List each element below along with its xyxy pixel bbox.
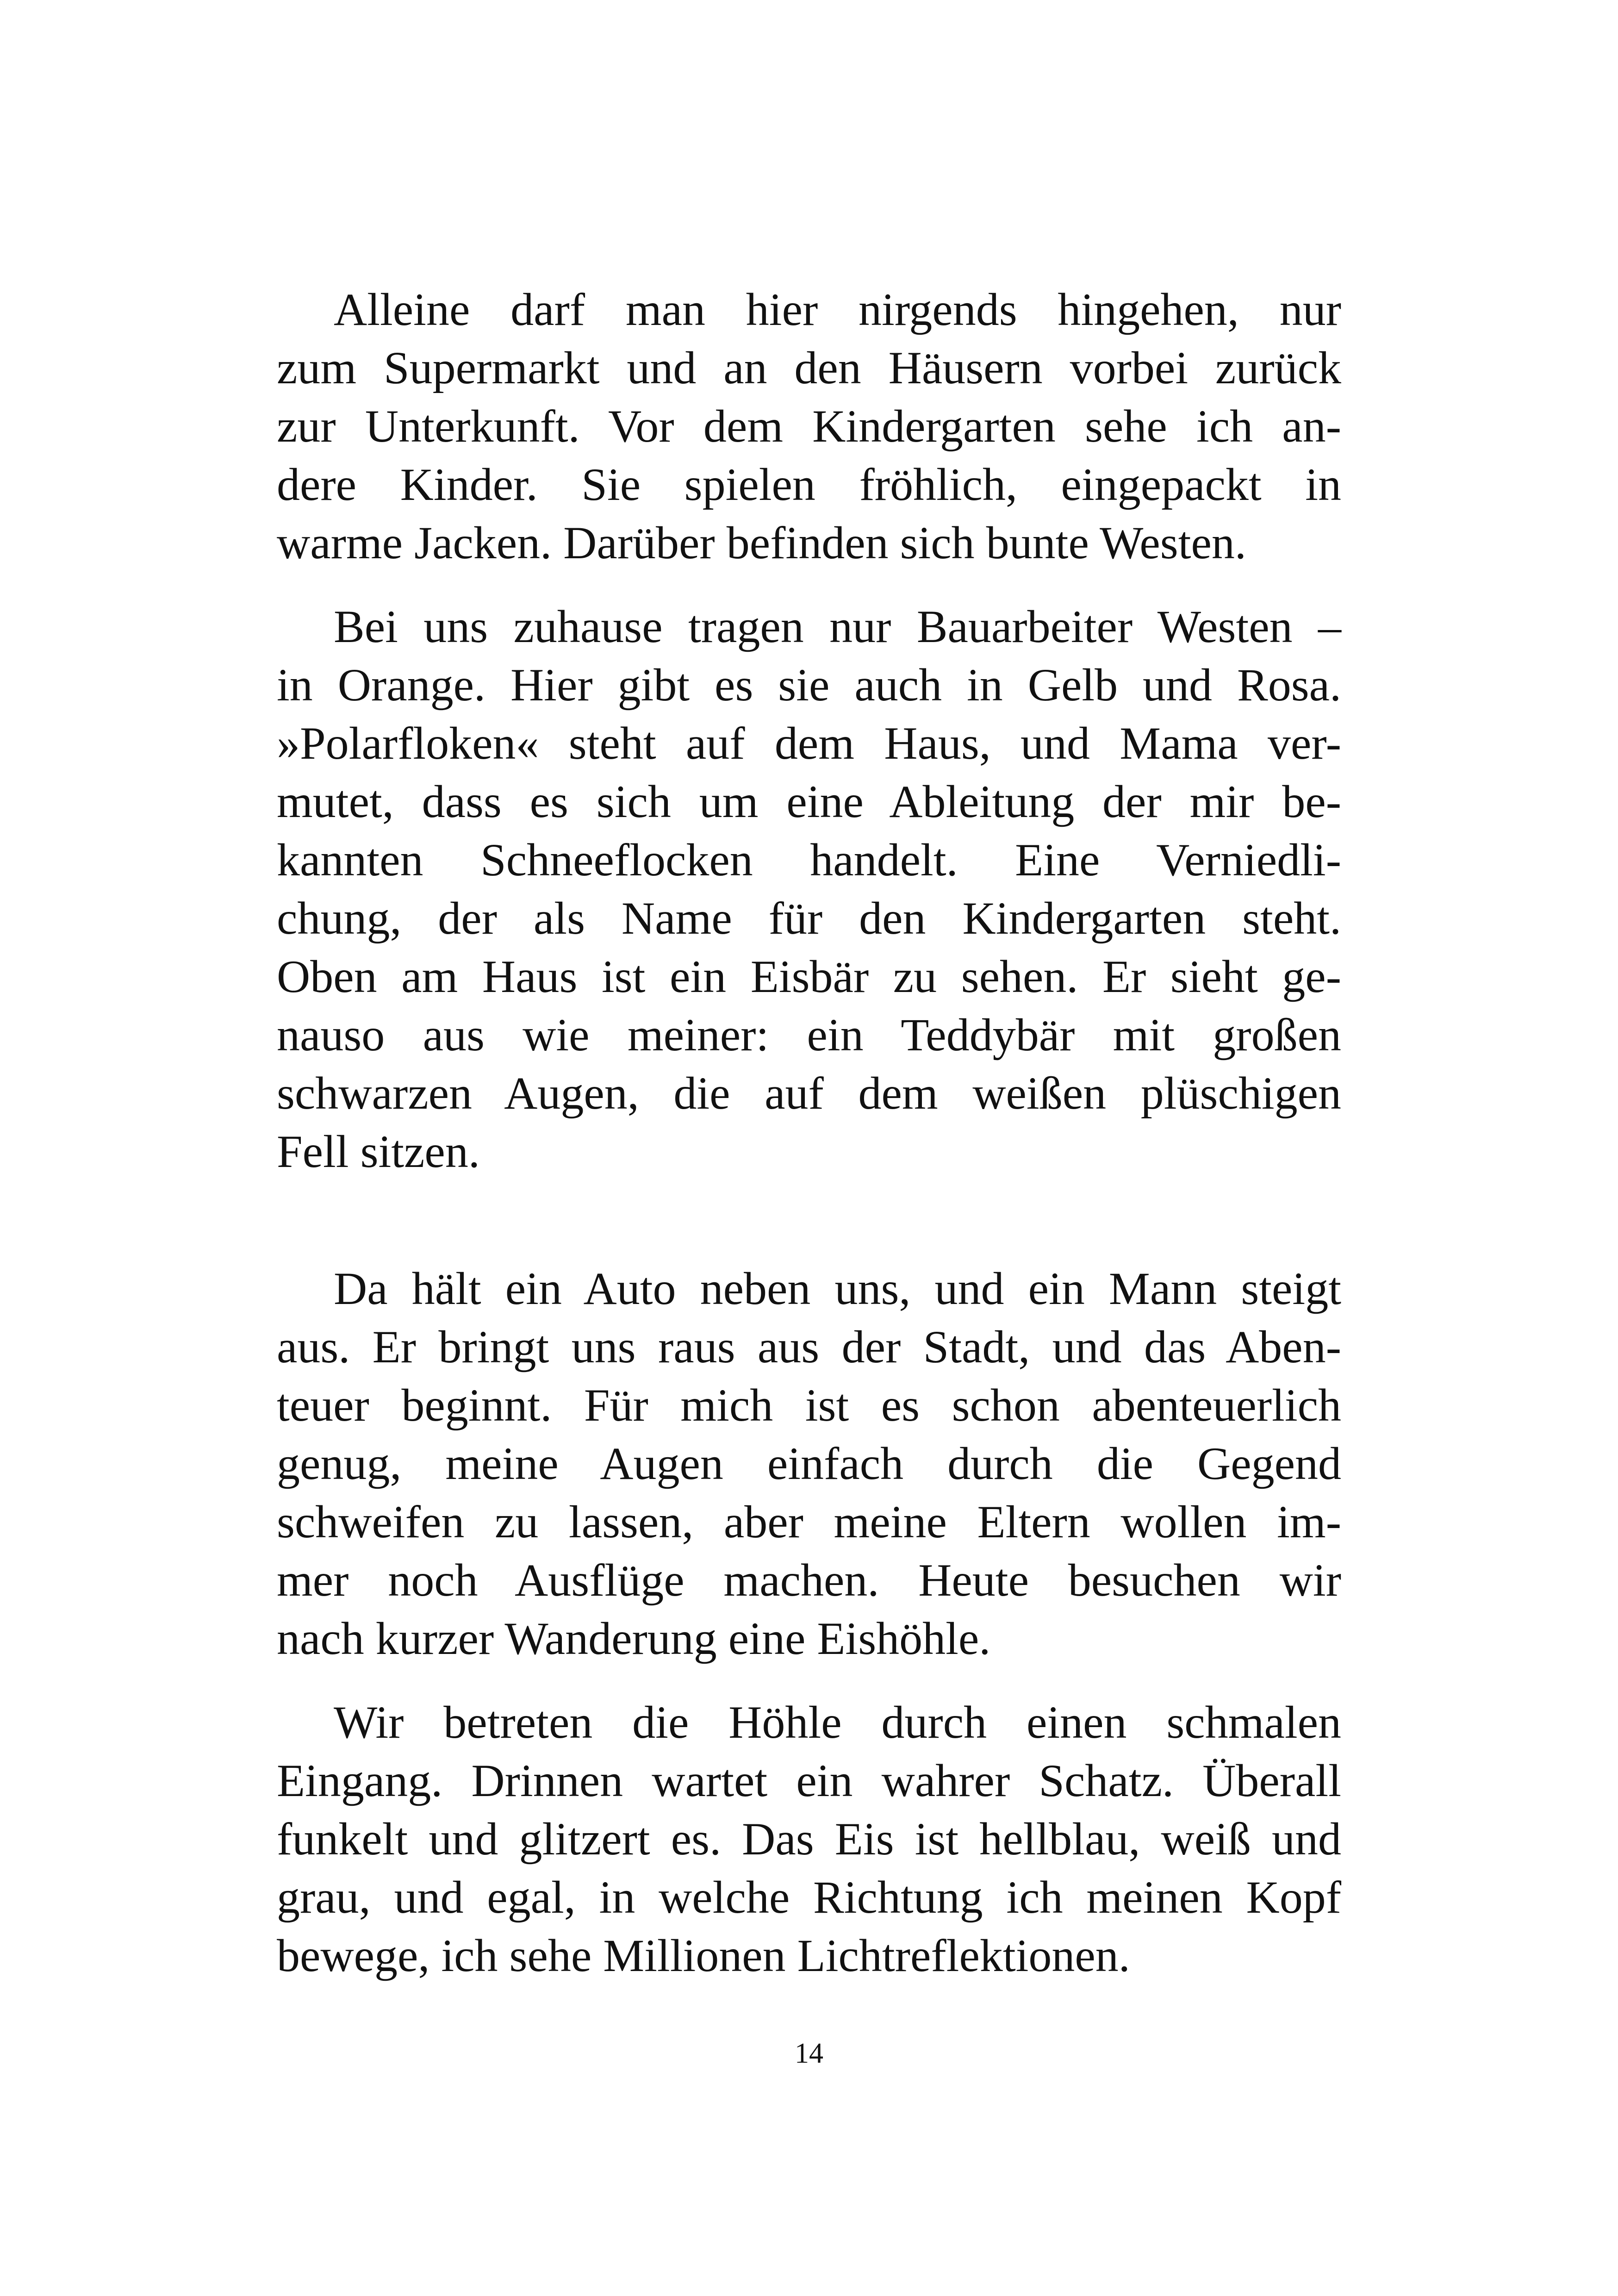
paragraph [277,1693,1341,1985]
paragraph [277,281,1341,572]
paragraph [277,598,1341,1181]
text-line: bewege, ich sehe Millionen Lichtreflektionen. [277,1930,1130,1981]
text-line: Alleine darf man hier nirgends hingehen, nur [334,284,1341,335]
text-line: Fell sitzen. [277,1126,480,1177]
text-line: Eingang. Drinnen wartet ein wahrer Schatz. Überall [277,1755,1341,1806]
text-section-1 [277,281,1341,1181]
text-line: nach kurzer Wanderung eine Eishöhle. [277,1613,991,1664]
text-line: dere Kinder. Sie spielen fröhlich, eingepackt in [277,459,1341,510]
text-line: Wir betreten die Höhle durch einen schmalen [334,1697,1341,1748]
text-line: grau, und egal, in welche Richtung ich meinen Kopf [277,1872,1341,1923]
text-line: genug, meine Augen einfach durch die Gegend [277,1438,1341,1489]
text-line: in Orange. Hier gibt es sie auch in Gelb und Rosa. [277,659,1341,711]
text-line: aus. Er bringt uns raus aus der Stadt, und das Aben- [277,1321,1341,1373]
page-number: 14 [795,2038,823,2069]
text-line: schwarzen Augen, die auf dem weißen plüschigen [277,1067,1341,1119]
text-line: schweifen zu lassen, aber meine Eltern wollen im- [277,1496,1341,1547]
text-line: mer noch Ausflüge machen. Heute besuchen wir [277,1554,1341,1606]
text-line: mutet, dass es sich um eine Ableitung der mir be- [277,776,1341,827]
text-line: Oben am Haus ist ein Eisbär zu sehen. Er sieht ge- [277,951,1341,1002]
text-line: kannten Schneeflocken handelt. Eine Verniedli- [277,834,1341,886]
text-section-2 [277,1260,1341,1985]
paragraph [277,1260,1341,1668]
text-line: zum Supermarkt und an den Häusern vorbei zurück [277,342,1341,393]
paragraph-spacing [277,572,1341,598]
text-line: nauso aus wie meiner: ein Teddybär mit großen [277,1009,1341,1061]
text-line: teuer beginnt. Für mich ist es schon abenteuerlich [277,1379,1341,1431]
text-line: »Polarfloken« steht auf dem Haus, und Mama ver- [277,718,1341,769]
text-line: funkelt und glitzert es. Das Eis ist hellblau, weiß und [277,1813,1341,1865]
text-line: Bei uns zuhause tragen nur Bauarbeiter Westen – [334,601,1341,652]
text-line: warme Jacken. Darüber befinden sich bunte Westen. [277,517,1246,568]
text-line: Da hält ein Auto neben uns, und ein Mann steigt [334,1263,1341,1314]
paragraph-spacing [277,1668,1341,1693]
text-line: zur Unterkunft. Vor dem Kindergarten sehe ich an- [277,400,1341,452]
text-line: chung, der als Name für den Kindergarten steht. [277,892,1341,944]
